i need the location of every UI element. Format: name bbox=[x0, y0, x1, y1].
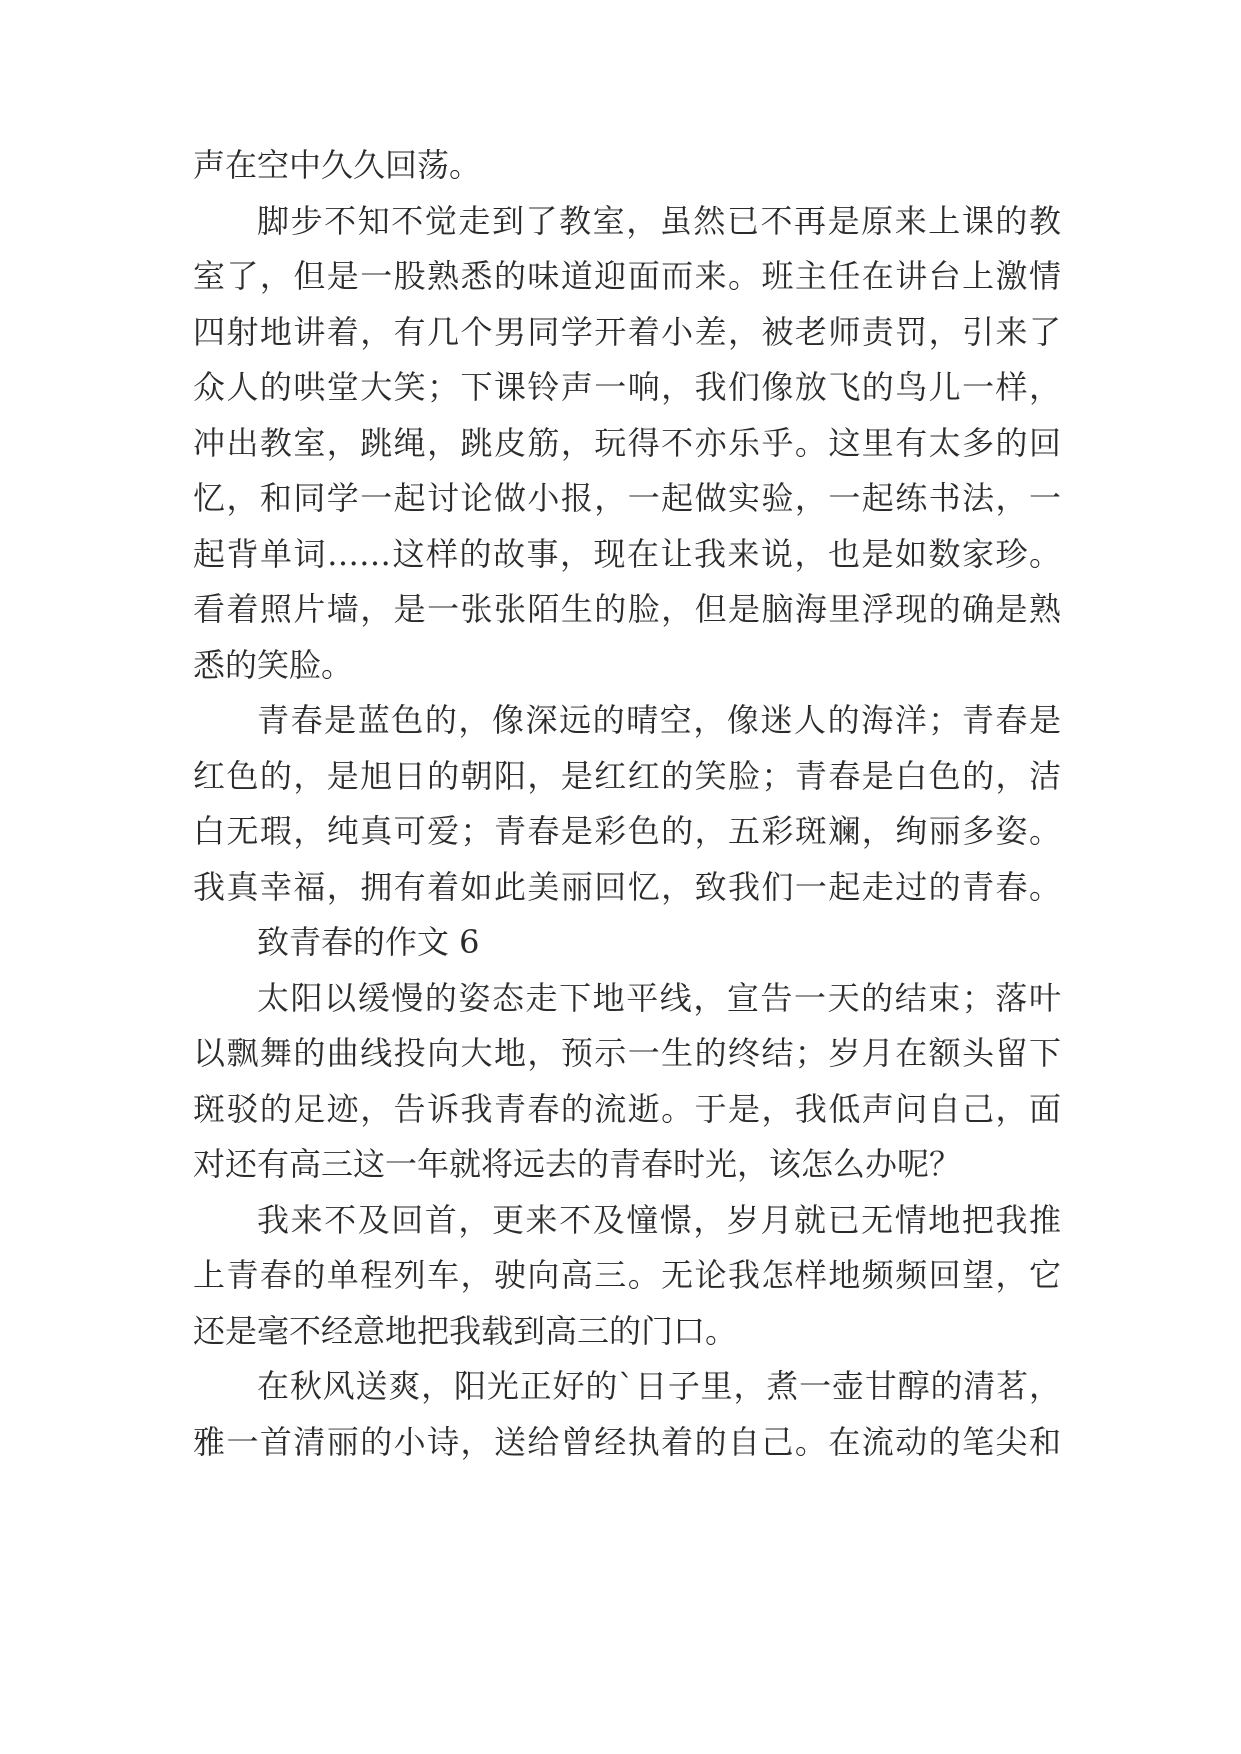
text-line: 上青春的单程列车，驶向高三。无论我怎样地频频回望，它 bbox=[193, 1256, 1061, 1294]
text-line: 红色的，是旭日的朝阳，是红红的笑脸；青春是白色的，洁 bbox=[193, 757, 1061, 795]
section-heading: 致青春的作文 6 bbox=[257, 923, 480, 961]
text-line: 室了，但是一股熟悉的味道迎面而来。班主任在讲台上激情 bbox=[193, 257, 1061, 295]
text-line: 声在空中久久回荡。 bbox=[193, 146, 482, 184]
text-line: 对还有高三这一年就将远去的青春时光，该怎么办呢？ bbox=[193, 1145, 962, 1183]
text-line: 看着照片墙，是一张张陌生的脸，但是脑海里浮现的确是熟 bbox=[193, 590, 1061, 628]
text-line: 冲出教室，跳绳，跳皮筋，玩得不亦乐乎。这里有太多的回 bbox=[193, 424, 1061, 462]
text-line: 在秋风送爽，阳光正好的`日子里，煮一壶甘醇的清茗， bbox=[257, 1367, 1061, 1405]
text-line: 斑驳的足迹，告诉我青春的流逝。于是，我低声问自己，面 bbox=[193, 1090, 1061, 1128]
text-line: 四射地讲着，有几个男同学开着小差，被老师责罚，引来了 bbox=[193, 313, 1061, 351]
text-line: 我真幸福，拥有着如此美丽回忆，致我们一起走过的青春。 bbox=[193, 868, 1061, 906]
text-line: 忆，和同学一起讨论做小报，一起做实验，一起练书法，一 bbox=[193, 479, 1061, 517]
text-line: 悉的笑脸。 bbox=[193, 646, 354, 684]
text-line: 以飘舞的曲线投向大地，预示一生的终结；岁月在额头留下 bbox=[193, 1034, 1061, 1072]
text-line: 脚步不知不觉走到了教室，虽然已不再是原来上课的教 bbox=[257, 202, 1061, 240]
text-line: 起背单词……这样的故事，现在让我来说，也是如数家珍。 bbox=[193, 535, 1061, 573]
text-line: 雅一首清丽的小诗，送给曾经执着的自己。在流动的笔尖和 bbox=[193, 1423, 1061, 1461]
text-line: 青春是蓝色的，像深远的晴空，像迷人的海洋；青春是 bbox=[257, 701, 1061, 739]
text-line: 众人的哄堂大笑；下课铃声一响，我们像放飞的鸟儿一样， bbox=[193, 368, 1061, 406]
text-line: 太阳以缓慢的姿态走下地平线，宣告一天的结束；落叶 bbox=[257, 979, 1061, 1017]
text-line: 我来不及回首，更来不及憧憬，岁月就已无情地把我推 bbox=[257, 1201, 1061, 1239]
text-line: 白无瑕，纯真可爱；青春是彩色的，五彩斑斓，绚丽多姿。 bbox=[193, 812, 1061, 850]
text-line: 还是毫不经意地把我载到高三的门口。 bbox=[193, 1312, 738, 1350]
